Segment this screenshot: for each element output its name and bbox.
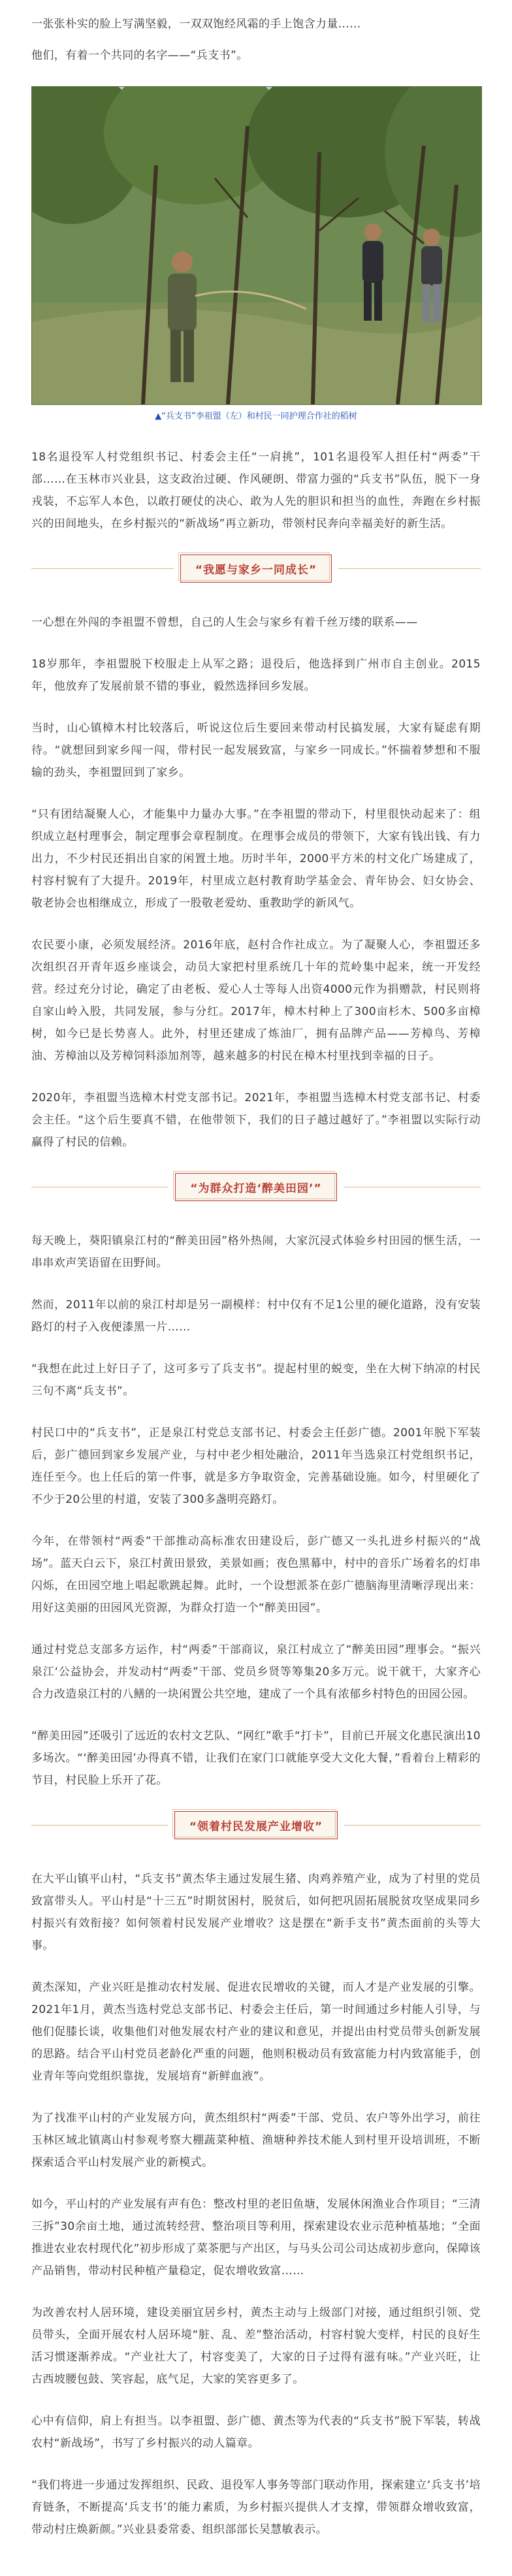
section-header-2 (31, 1173, 481, 1201)
paragraph: 今年，在带领村“两委”干部推动高标准农田建设后，彭广德又一头扎进乡村振兴的“战场”。蓝天白云下，泉江村黄田景致，美景如画；夜色黑幕中，村中的音乐广场着名的灯串闪烁，在田园空地上唱起歌跳起舞。此时，一个设想派茶在彭广德脑海里清晰浮现出来：用好这美丽的田园风光资源，为群众打造一个“醉美田园”。 (31, 1534, 481, 1615)
paragraph: 一心想在外闯的李祖盟不曾想，自己的人生会与家乡有着千丝万缕的联系—— (31, 615, 418, 629)
paragraph: 黄杰深知，产业兴旺是推动农村发展、促进农民增收的关键，而人才是产业发展的引擎。2021年1月，黄杰当选村党总支部书记、村委会主任后，第一时间通过乡村能人引导，与他们促膝长谈，收集他们对他发展农村产业的建议和意见，并提出由村党员带头创新发展的思路。结合平山村党员老龄化严重的问题，他则积极动员有致富能力村内致富能手，创业青年等向党组织靠拢，发展培育“新鲜血液”。 (31, 1980, 481, 2083)
section-title-box (174, 1811, 338, 1839)
paragraph: “我们将进一步通过发挥组织、民政、退役军人事务等部门联动作用，探索建立‘兵支书’培育链条，不断提高‘兵支书’的能力素质，为乡村振兴提供人才支撑，带领群众增收致富，带动村庄焕新颜。”兴业县委常委、组织部部长吴慧敏表示。 (31, 2478, 481, 2536)
paragraph: 如今，平山村的产业发展有声有色：整改村里的老旧鱼塘，发展休闲渔业合作项目；“三清三拆”30余亩土地，通过流转经营、整治项目等利用，探索建设农业示范种植基地；“全面推进农业农村现代化”初步形成了菜茶肥与产出区，与马头公司公司达成初步意向，保障该产品销售，带动村民种植产量稳定，促农增收致富…… (31, 2197, 481, 2278)
section-title: “为群众打造‘醉美田园’” (190, 1182, 322, 1195)
section-title-box (180, 555, 332, 583)
divider-line (31, 568, 174, 569)
paragraph: 每天晚上，葵阳镇泉江村的“醉美田园”格外热闹，大家沉浸式体验乡村田园的惬生活，一串串欢声笑语留在田野间。 (31, 1234, 481, 1270)
intro-paragraph: 一张张朴实的脸上写满坚毅，一双双饱经风霜的手上饱含力量…… (31, 18, 361, 31)
paragraph: 为改善农村人居环境，建设美丽宜居乡村，黄杰主动与上级部门对接，通过组织引领、党员带头，全面开展农村人居环境“脏、乱、差”整治活动，村容村貌大变样，村民的良好生活习惯逐渐养成。“产业社大了，村容变美了，大家的日子过得有滋有味。”产业兴旺，让古西坡腰包鼓、笑容起，底气足，大家的笑容更多了。 (31, 2306, 481, 2386)
paragraph: 18名退役军人村党组织书记、村委会主任“一肩挑”，101名退役军人担任村“两委”干部……在玉林市兴业县，这支政治过硬、作风硬朗、带富力强的“兵支书”队伍，脱下一身戎装，不忘军人本色，以敢打硬仗的决心、敢为人先的胆识和担当的血性，奔跑在乡村振兴的田间地头，在乡村振兴的“新战场”再立新功，带领村民奔向幸福美好的新生活。 (31, 450, 481, 530)
paragraph: 当时，山心镇樟木村比较落后，听说这位后生要回来带动村民搞发展，大家有疑虑有期待。“就想回到家乡闯一闯，带村民一起发展致富，与家乡一同成长。”怀揣着梦想和不服输的劲头，李祖盟回到了家乡。 (31, 721, 481, 779)
photo-caption: ▲“兵支书”李祖盟（左）和村民一同护理合作社的稻树 (155, 411, 357, 421)
paragraph: 村民口中的“兵支书”，正是泉江村党总支部书记、村委会主任彭广德。2001年脱下军装后，彭广德回到家乡发展产业，与村中老少相处融洽，2011年当选泉江村党组织书记，连任至今。也上任后的第一件事，就是多方争取资金，完善基础设施。如今，村里硬化了不少于20公里的村道，安装了300多盏明亮路灯。 (31, 1426, 481, 1506)
paragraph: 为了找准平山村的产业发展方向，黄杰组织村“两委”干部、党员、农户等外出学习，前往玉林区域北镇离山村参观考察大棚蔬菜种植、渔塘种养技术能人到村里开设培训班，不断探索适合平山村发展产业的新模式。 (31, 2111, 481, 2169)
divider-line (31, 1825, 168, 1826)
section-header-1 (31, 555, 481, 583)
paragraph: “只有团结凝聚人心，才能集中力量办大事。”在李祖盟的带动下，村里很快动起来了：组织成立赵村理事会，制定理事会章程制度。在理事会成员的带领下，大家有钱出钱、有力出力，不少村民还捐出自家的闲置土地。历时半年，2000平方米的村文化广场建成了，村容村貌有了大提升。2019年，村里成立赵村教育助学基金会、青年协会、妇女协会、敬老协会也相继成立，形成了一股敬老爱幼、重教助学的新风气。 (31, 807, 481, 910)
paragraph: “醉美田园”还吸引了远近的农村文艺队、“网红”歌手“打卡”，目前已开展文化惠民演出10多场次。“‘醉美田园’办得真不错，让我们在家门口就能享受大文化大餐，”看着台上精彩的节目，村民脸上乐开了花。 (31, 1729, 481, 1787)
paragraph: “我想在此过上好日子了，这可多亏了兵支书”。提起村里的蜕变，坐在大树下纳凉的村民三句不离“兵支书”。 (31, 1362, 481, 1398)
intro-paragraph: 他们，有着一个共同的名字——“兵支书”。 (31, 49, 248, 62)
article-photo (31, 86, 482, 405)
paragraph: 2020年，李祖盟当选樟木村党支部书记。2021年，李祖盟当选樟木村党支部书记、村委会主任。“这个后生要真不错，在他带领下，我们的日子越过越好了。”李祖盟以实际行动赢得了村民的信赖。 (31, 1091, 481, 1149)
paragraph: 心中有信仰，肩上有担当。以李祖盟、彭广德、黄杰等为代表的“兵支书”脱下军装，转战农村“新战场”，书写了乡村振兴的动人篇章。 (31, 2414, 481, 2450)
paragraph: 在大平山镇平山村，“兵支书”黄杰华主通过发展生猪、肉鸡养殖产业，成为了村里的党员致富带头人。平山村是“十三五”时期贫困村，脱贫后，如何把巩固拓展脱贫攻坚成果同乡村振兴有效衔接？如何领着村民发展产业增收？这是摆在“新手支书”黄杰面前的头等大事。 (31, 1872, 481, 1952)
section-title-box (175, 1173, 336, 1201)
paragraph: 18岁那年，李祖盟脱下校服走上从军之路；退役后，他选择到广州市自主创业。2015年，他放弃了发展前景不错的事业，毅然选择回乡发展。 (31, 657, 481, 693)
paragraph: 通过村党总支部多方运作，村“两委”干部商议，泉江村成立了“醉美田园”理事会。“振兴泉江‘公益协会，并发动村“两委”干部、党员乡贤等筹集20多万元。说干就干，大家齐心合力改造泉江村的八鳝的一块闲置公共空地，建成了一个具有浓郁乡村特色的田园公园。 (31, 1643, 481, 1701)
divider-line (344, 1825, 481, 1826)
paragraph: 农民要小康，必须发展经济。2016年底，赵村合作社成立。为了凝聚人心，李祖盟还多次组织召开青年返乡座谈会，动员大家把村里系统几十年的荒岭集中起来，统一开发经营。经过充分讨论，确定了由老板、爱心人士等每人出资4000元作为捐赠款，村民则将自家山岭入股，共同发展，参与分红。2017年，樟木村种上了300亩杉木、500多亩樟树，如今已是长势喜人。此外，村里还建成了炼油厂，拥有品牌产品——芳樟鸟、芳樟油、芳樟油以及芳樟饲料添加剂等，越来越多的村民在樟木村里找到幸福的日子。 (31, 938, 481, 1063)
divider-line (338, 568, 481, 569)
section-title: “领着村民发展产业增收” (189, 1820, 323, 1833)
section-header-3 (31, 1811, 481, 1839)
section-title: “我愿与家乡一同成长” (195, 563, 317, 577)
paragraph: 然而，2011年以前的泉江村却是另一副模样：村中仅有不足1公里的硬化道路，没有安装路灯的村子入夜便漆黑一片…… (31, 1298, 481, 1334)
